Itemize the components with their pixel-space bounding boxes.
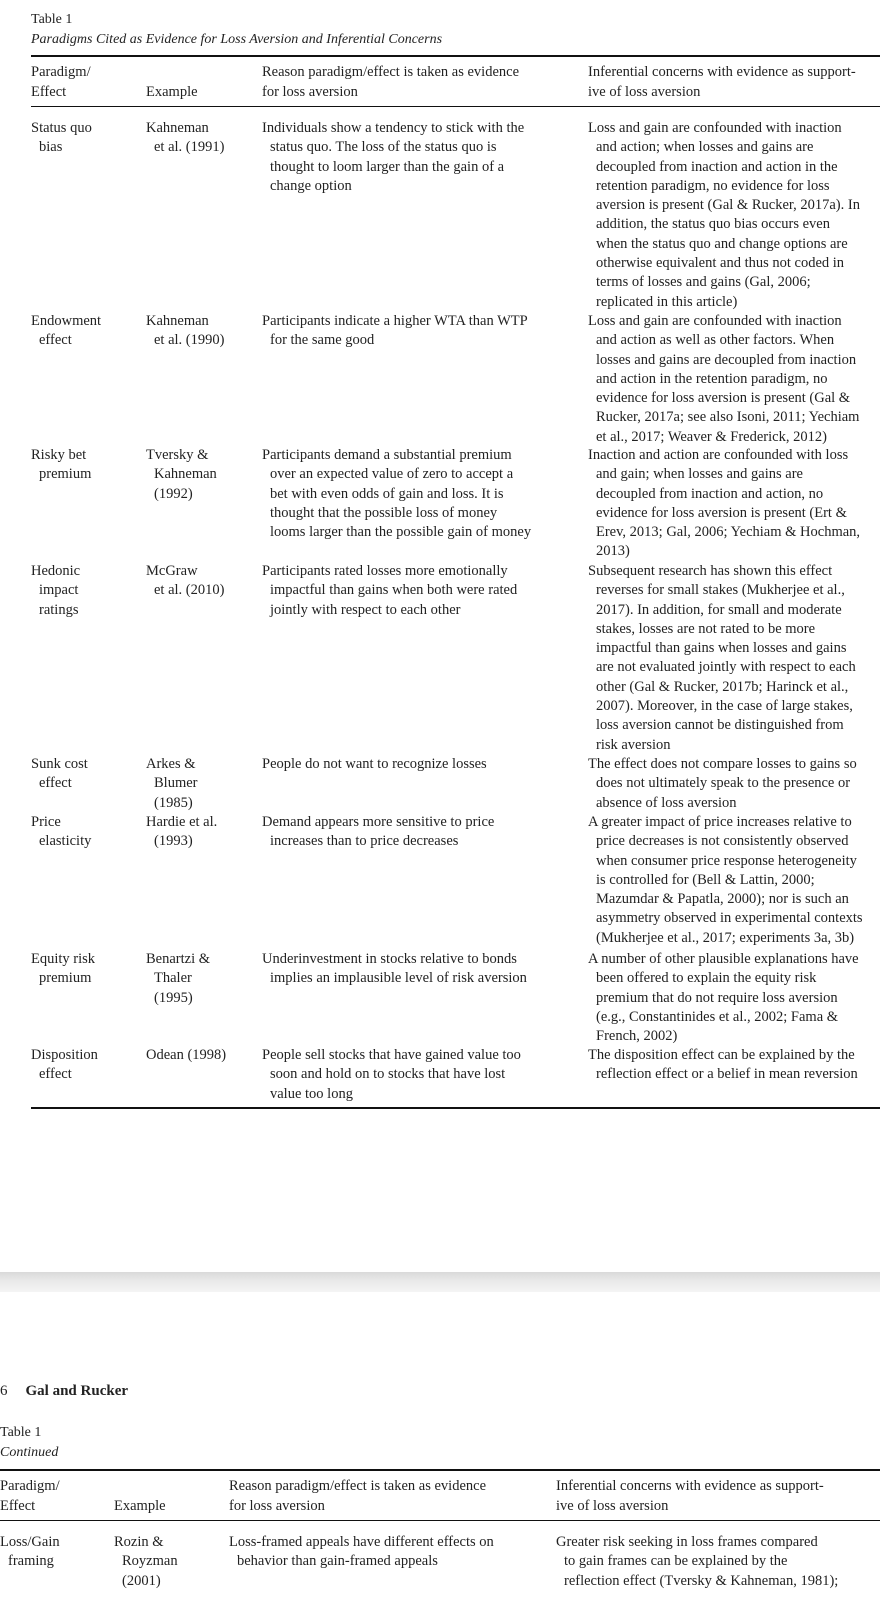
cell-paradigm: Equity risk premium [31, 951, 96, 987]
cell-reason: Demand appears more sensitive to price increases than to price decreases [262, 814, 495, 850]
cell-concerns: The disposition effect can be explained by the reflection effect or a belief in mean reversion [588, 1047, 858, 1083]
cell-example: Rozin & Royzman (2001) [114, 1534, 178, 1589]
running-head-title: Gal and Rucker [25, 1383, 129, 1399]
table-header-row [0, 63, 880, 103]
cell-paradigm: Risky bet premium [31, 447, 92, 483]
cell-concerns: A number of other plausible explanations have been offered to explain the equity risk premium that do not require loss aversion (e.g., Constantinides et al., 2002; Fama & French, 2002) [588, 951, 859, 1045]
page-number: 6 [0, 1383, 8, 1399]
cell-paradigm: Status quo bias [31, 120, 92, 156]
cell-example: McGraw et al. (2010) [146, 563, 225, 599]
running-head [0, 1382, 128, 1400]
header-example: Example [114, 1497, 166, 1514]
cell-paradigm: Price elasticity [31, 814, 92, 850]
cell-paradigm: Sunk cost effect [31, 756, 88, 792]
header-paradigm: Paradigm/ Effect [0, 1478, 60, 1514]
cell-reason: People do not want to recognize losses [262, 756, 487, 772]
table-label: Table 1 [0, 1425, 42, 1440]
cell-example: Kahneman et al. (1990) [146, 313, 225, 349]
cell-paradigm: Disposition effect [31, 1047, 98, 1083]
table-header-rule [0, 1520, 880, 1521]
cell-paradigm: Endowment effect [31, 313, 102, 349]
cell-concerns: Loss and gain are confounded with inaction and action as well as other factors. When losses and gains are decoupled from inaction and action in the retention paradigm, no evidence for loss aversion is present (Gal & Rucker, 2017a; see also Isoni, 2011; Yechiam et al., 2017; Weaver & Frederick, 2012) [588, 313, 860, 445]
cell-reason: Participants demand a substantial premium over an expected value of zero to accept a bet with even odds of gain and loss. It is thought that the possible loss of money looms larger than the possible gain of money [262, 447, 532, 541]
cell-example: Odean (1998) [146, 1047, 227, 1063]
document-page-2 [0, 1292, 880, 1600]
header-reason: Reason paradigm/effect is taken as evidence for loss aversion [229, 1478, 486, 1514]
cell-paradigm: Loss/Gain framing [0, 1534, 60, 1570]
header-paradigm: Paradigm/ Effect [31, 64, 91, 100]
cell-concerns: Loss and gain are confounded with inaction and action; when losses and gains are decoupled from inaction and action in the retention paradigm, no evidence for loss aversion is present (Gal & Rucker, 2017a). In addition, the status quo bias occurs even when the status quo and change options are otherwise equivalent and thus not coded in terms of losses and gains (Gal, 2006; replicated in this article) [588, 120, 860, 310]
cell-concerns: Subsequent research has shown this effect reverses for small stakes (Mukherjee et al., 2017). In addition, for small and moderate stakes, losses are not rated to be more impactful than gains when losses and gains are not evaluated jointly with respect to each other (Gal & Rucker, 2017b; Harinck et al., 2007). Moreover, in the case of large stakes, loss aversion cannot be distinguished from risk aversion [588, 563, 856, 753]
table-title: Paradigms Cited as Evidence for Loss Aversion and Inferential Concerns [31, 32, 443, 47]
header-concerns: Inferential concerns with evidence as support- ive of loss aversion [556, 1478, 824, 1514]
table-bottom-rule [31, 1107, 880, 1109]
header-reason: Reason paradigm/effect is taken as evidence for loss aversion [262, 64, 519, 100]
cell-concerns: Greater risk seeking in loss frames compared to gain frames can be explained by the reflection effect (Tversky & Kahneman, 1981); [556, 1534, 839, 1589]
header-concerns: Inferential concerns with evidence as support- ive of loss aversion [588, 64, 856, 100]
cell-reason: Underinvestment in stocks relative to bonds implies an implausible level of risk aversion [262, 951, 527, 987]
cell-reason: People sell stocks that have gained value too soon and hold on to stocks that have lost value too long [262, 1047, 521, 1102]
cell-example: Hardie et al. (1993) [146, 814, 218, 850]
cell-reason: Individuals show a tendency to stick with the status quo. The loss of the status quo is thought to loom larger than the gain of a change option [262, 120, 525, 194]
page-separator [0, 1272, 880, 1292]
cell-example: Benartzi & Thaler (1995) [146, 951, 211, 1006]
cell-reason: Participants indicate a higher WTA than WTP for the same good [262, 313, 528, 349]
table-label: Table 1 [31, 12, 73, 27]
cell-example: Tversky & Kahneman (1992) [146, 447, 217, 502]
table-title: Continued [0, 1445, 59, 1460]
table-top-rule [0, 1469, 880, 1471]
cell-reason: Participants rated losses more emotionally impactful than gains when both were rated jointly with respect to each other [262, 563, 518, 618]
table-header-row [0, 1477, 880, 1517]
header-example: Example [146, 83, 198, 100]
cell-concerns: A greater impact of price increases relative to price decreases is not consistently observed when consumer price response heterogeneity is controlled for (Bell & Lattin, 2000; Mazumdar & Papatla, 2000); nor is such an asymmetry observed in experimental contexts (Mukherjee et al., 2017; experiments 3a, 3b) [588, 814, 863, 946]
cell-example: Kahneman et al. (1991) [146, 120, 225, 156]
cell-concerns: The effect does not compare losses to gains so does not ultimately speak to the presence or absence of loss aversion [588, 756, 857, 811]
cell-paradigm: Hedonic impact ratings [31, 563, 81, 618]
cell-concerns: Inaction and action are confounded with loss and gain; when losses and gains are decoupled from inaction and action, no evidence for loss aversion is present (Ert & Erev, 2013; Gal, 2006; Yechiam & Hochman, 2013) [588, 447, 861, 560]
cell-reason: Loss-framed appeals have different effects on behavior than gain-framed appeals [229, 1534, 494, 1570]
table-top-rule [31, 55, 880, 57]
cell-example: Arkes & Blumer (1985) [146, 756, 198, 811]
table-header-rule [31, 106, 880, 107]
